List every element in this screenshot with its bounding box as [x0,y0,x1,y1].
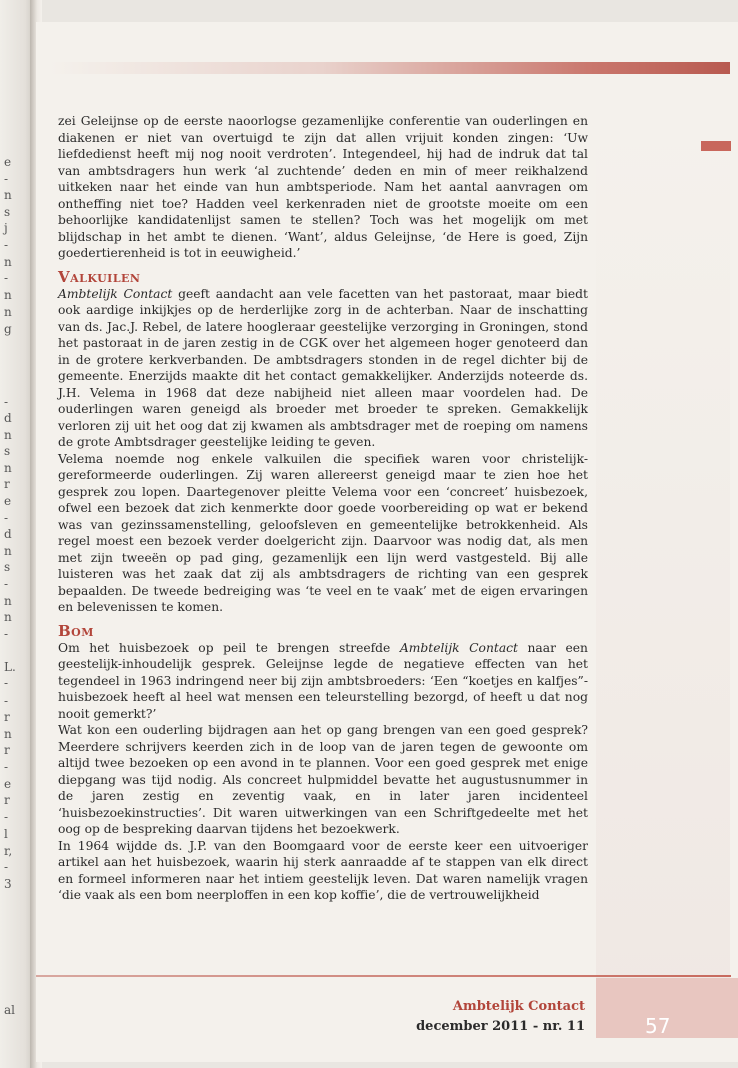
article-body [58,113,588,904]
margin-fragment: n [4,727,12,741]
margin-fragment: r [4,477,10,491]
margin-fragment: s [4,205,11,219]
margin-fragment: d [4,411,12,425]
margin-fragment: s [4,444,11,458]
margin-fragment: e [4,777,12,791]
margin-fragment: r [4,710,10,724]
page-number: 57 [645,1014,671,1038]
publication-title: Ambtelijk Contact [58,286,173,301]
paragraph [58,640,588,723]
margin-fragment: n [4,255,12,269]
paragraph [58,286,588,451]
margin-fragment: n [4,544,12,558]
margin-fragment: 3 [4,877,12,891]
margin-fragment: d [4,527,12,541]
margin-fragment: - [4,238,9,252]
paragraph-text: naar een geestelijk-inhoudelijk gesprek. Geleijnse legde de negatieve effecten van het tegendeel in 1963 indringend neer bij zijn ambtsbroeders: ‘Een “koetjes en kalfjes”-huisbezoek heeft al heel wat mensen een teleurstelling bezorgd, of heeft u dat nog nooit gemerkt?’ [58,640,588,721]
margin-fragment: s [4,560,11,574]
paragraph-text: Om het huisbezoek op peil te brengen streefde [58,640,400,655]
margin-fragment: n [4,428,12,442]
margin-fragment: n [4,461,12,475]
margin-fragment: L. [4,660,16,674]
paragraph-text: geeft aandacht aan vele facetten van het pastoraat, maar biedt ook aardige inkijkjes op de herderlijke zorg in de achterban. Naar de inschatting van ds. Jac.J. Rebel, de latere hoogleraar geestelijke verzorging in Groningen, stond het pastoraat in de jaren zestig in de CGK over het algemeen hoger genoteerd dan in de grotere kerkverbanden. De ambtsdragers stonden in de regel dichter bij de gemeente. Enerzijds maakte dit het contact gemakkelijker. Anderzijds noteerde ds. J.H. Velema in 1968 dat deze nabijheid niet alleen maar voordelen had. De ouderlingen waren geneigd als broeder met broeder te spreken. Gemakkelijk verloren zij uit het oog dat zij kwamen als ambtsdrager met de roeping om namens de grote Ambtsdrager geestelijke leiding te geven. [58,286,588,449]
paragraph: zei Geleijnse op de eerste naoorlogse gezamenlijke conferentie van ouderlingen en diakenen er niet van overtuigd te zijn dat allen vrijuit konden zingen: ‘Uw liefdedienst heeft mij nog nooit verdroten’. Integendeel, hij had de indruk dat tal van ambtsdragers hun werk ‘al zuchtende’ deden en min of meer reikhalzend uitkeken naar het einde van hun ambtsperiode. Nam het aantal aanvragen om ontheffing niet toe? Hadden veel kerkenraden niet de grootste moeite om een behoorlijke kandidatenlijst samen te stellen? Toch was het mogelijk om met blijdschap in het ambt te dienen. ‘Want’, aldus Geleijnse, ‘de Here is goed, Zijn goedertierenheid is tot in eeuwigheid.’ [58,114,588,260]
margin-fragment: r, [4,844,13,858]
paragraph: In 1964 wijdde ds. J.P. van den Boomgaard voor de eerste keer een uitvoeriger artikel aan het huisbezoek, waarin hij sterk aanraadde af te stappen van elk direct en formeel informeren naar het intiem geestelijk leven. Dat waren namelijk vragen ‘die vaak als een bom neerploffen in een kop koffie’, die de vertrouwelijkheid [58,838,588,902]
margin-fragment: n [4,305,12,319]
margin-fragment: - [4,511,9,525]
margin-fragment: g [4,322,12,336]
margin-fragment: - [4,694,9,708]
publication-title: Ambtelijk Contact [399,640,518,655]
margin-fragment: - [4,676,9,690]
margin-fragment: n [4,594,12,608]
margin-fragment: r [4,743,10,757]
margin-fragment: - [4,271,9,285]
margin-fragment: e [4,155,12,169]
margin-fragment: r [4,793,10,807]
paragraph: Wat kon een ouderling bijdragen aan het op gang brengen van een goed gesprek? Meerdere schrijvers keerden zich in de loop van de jaren tegen de gewoonte om altijd twee bezoeken op een avond in te plannen. Voor een goed gesprek met enige diepgang was tijd nodig. Als concreet hulpmiddel bevatte het augustusnummer in de jaren zestig en zeventig vaak, en in later jaren incidenteel ‘huisbezoekinstructies’. Dit waren uitwerkingen van een Schriftgedeelte met het oog op de bespreking daarvan tijdens het bezoekwerk. [58,723,588,836]
margin-fragment: - [4,172,9,186]
margin-fragment: e [4,494,12,508]
paragraph: Velema noemde nog enkele valkuilen die specifiek waren voor christelijk-gereformeerde ouderlingen. Zij waren allereerst geneigd maar te zien hoe het gesprek zou lopen. Daartegenover pleitte Velema voor een ‘concreet’ huisbezoek, ofwel een bezoek dat zich kenmerkte door goede voorbereiding op wat er bekend was van gezinssamenstelling, geloofsleven en gemeentelijke betrokkenheid. Als regel moest een bezoek verder doelgericht zijn. Daarvoor was nodig dat, als men met zijn tweeën op pad ging, gezamenlijk een lijn werd vastgesteld. Bij alle luisteren was het zaak dat zij als ambtsdragers de richting van een gesprek bepaalden. De tweede bedreiging was ‘te veel en te vaak’ met de eigen ervaringen en belevenissen te komen. [58,451,588,614]
footer-issue-info: december 2011 - nr. 11 [416,1019,585,1034]
margin-fragment: n [4,188,12,202]
footer-magazine-title: Ambtelijk Contact [452,999,585,1014]
section-heading: Bom [58,621,94,640]
margin-fragment: - [4,810,9,824]
header-color-band [50,62,730,74]
margin-fragment: n [4,610,12,624]
right-column-shading [596,120,730,978]
margin-fragment: - [4,760,9,774]
margin-fragment: - [4,627,9,641]
section-heading: Valkuilen [58,267,141,286]
margin-fragment: j [4,221,8,235]
margin-fragment: - [4,577,9,591]
margin-fragment: - [4,395,9,409]
margin-fragment: n [4,288,12,302]
margin-fragment: l [4,827,8,841]
margin-fragment: al [4,1003,15,1017]
footer-rule [36,975,731,977]
margin-fragment: - [4,860,9,874]
